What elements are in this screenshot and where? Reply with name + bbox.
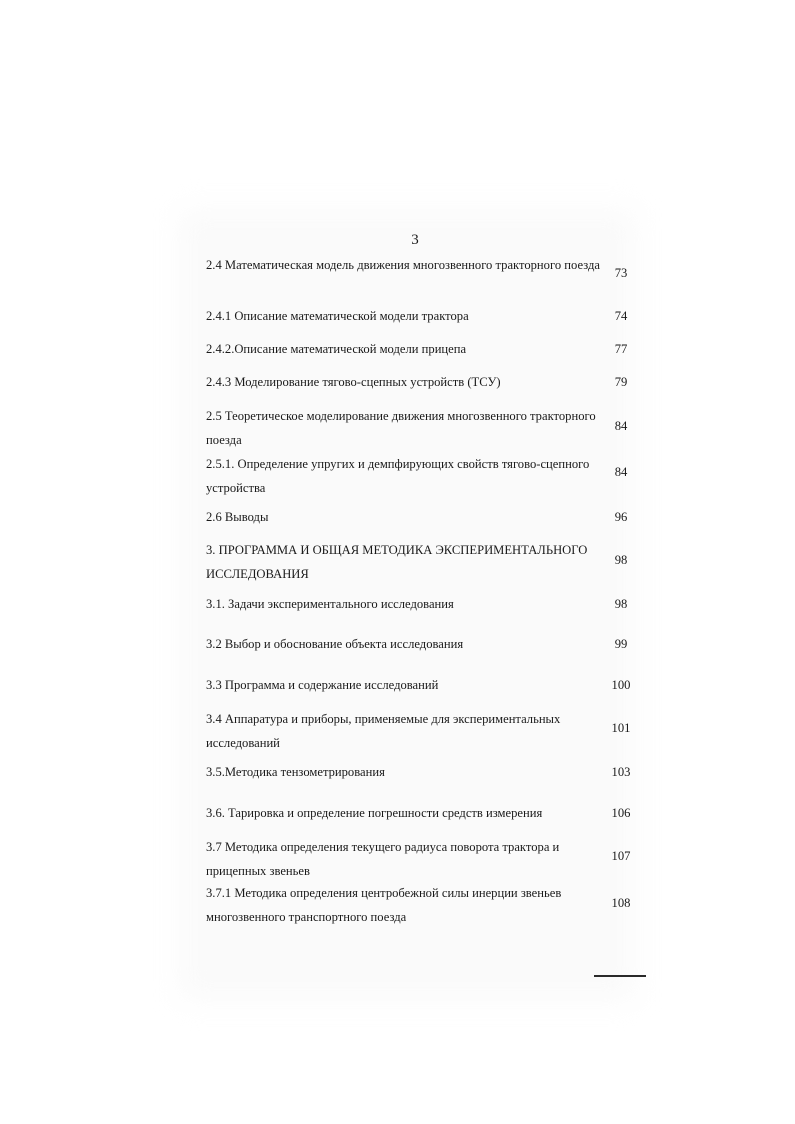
toc-entry-page: 98 (614, 553, 628, 567)
toc-entry-page: 103 (611, 765, 631, 779)
toc-entry-title: 2.5.1. Определение упругих и демпфирующих свойств тягово-сцепного устройства (206, 457, 590, 495)
toc-entry (206, 675, 636, 695)
toc-entry-page: 99 (614, 637, 628, 651)
toc-entry (206, 634, 636, 654)
toc-entry (206, 835, 636, 881)
toc-entry-title: 2.4.2.Описание математической модели прицепа (206, 342, 467, 356)
toc-entry (206, 339, 636, 359)
toc-entry (206, 507, 636, 527)
toc-entry (206, 594, 636, 614)
toc-entry-page: 100 (611, 678, 631, 692)
toc-entry-page: 107 (611, 849, 631, 863)
toc-entry (206, 452, 636, 498)
toc-entry-title: 2.6 Выводы (206, 510, 269, 524)
toc-entry-title: 2.5 Теоретическое моделирование движения многозвенного тракторного поезда (206, 409, 596, 447)
toc-entry-title: 3.1. Задачи экспериментального исследования (206, 597, 454, 611)
toc-entry-title: 3. ПРОГРАММА И ОБЩАЯ МЕТОДИКА ЭКСПЕРИМЕНТАЛЬНОГО ИССЛЕДОВАНИЯ (206, 543, 588, 581)
toc-entry-page: 77 (614, 342, 628, 356)
toc-entry (206, 881, 636, 927)
toc-entry-title: 2.4.3 Моделирование тягово-сцепных устройств (ТСУ) (206, 375, 501, 389)
toc-entry-page: 79 (614, 375, 628, 389)
page-number: 3 (411, 232, 419, 248)
toc-entry-title: 2.4.1 Описание математической модели трактора (206, 309, 469, 323)
toc-entry-page: 101 (611, 721, 631, 735)
toc-entry-title: 3.7.1 Методика определения центробежной силы инерции звеньев многозвенного транспортного поезда (206, 886, 562, 924)
toc-entry-title: 3.2 Выбор и обоснование объекта исследования (206, 637, 464, 651)
toc-entry-page: 106 (611, 806, 631, 820)
toc-entry (206, 762, 636, 782)
toc-entry (206, 306, 636, 326)
toc-entry-title: 3.3 Программа и содержание исследований (206, 678, 439, 692)
toc-entry-page: 74 (614, 309, 628, 323)
toc-entry (206, 707, 636, 753)
toc-entry-page: 98 (614, 597, 628, 611)
toc-entry-title: 3.6. Тарировка и определение погрешности средств измерения (206, 806, 543, 820)
toc-entry-page: 84 (614, 465, 628, 479)
toc-entry-page: 84 (614, 419, 628, 433)
toc-entry-page: 73 (614, 266, 628, 280)
toc-entry-title: 3.4 Аппаратура и приборы, применяемые для экспериментальных исследований (206, 712, 561, 750)
toc-entry-title: 3.7 Методика определения текущего радиуса поворота трактора и прицепных звеньев (206, 840, 560, 878)
toc-entry-title: 3.5.Методика тензометрирования (206, 765, 385, 779)
footer-rule (594, 975, 646, 977)
toc-entry-page: 96 (614, 510, 628, 524)
toc-entry-page: 108 (611, 896, 631, 910)
toc-entry (206, 372, 636, 392)
toc-entry-title: 2.4 Математическая модель движения многозвенного тракторного поезда (206, 258, 600, 272)
toc-entry (206, 803, 636, 823)
toc-entry (206, 404, 636, 450)
toc-entry (206, 538, 636, 586)
toc-entry (206, 253, 636, 299)
